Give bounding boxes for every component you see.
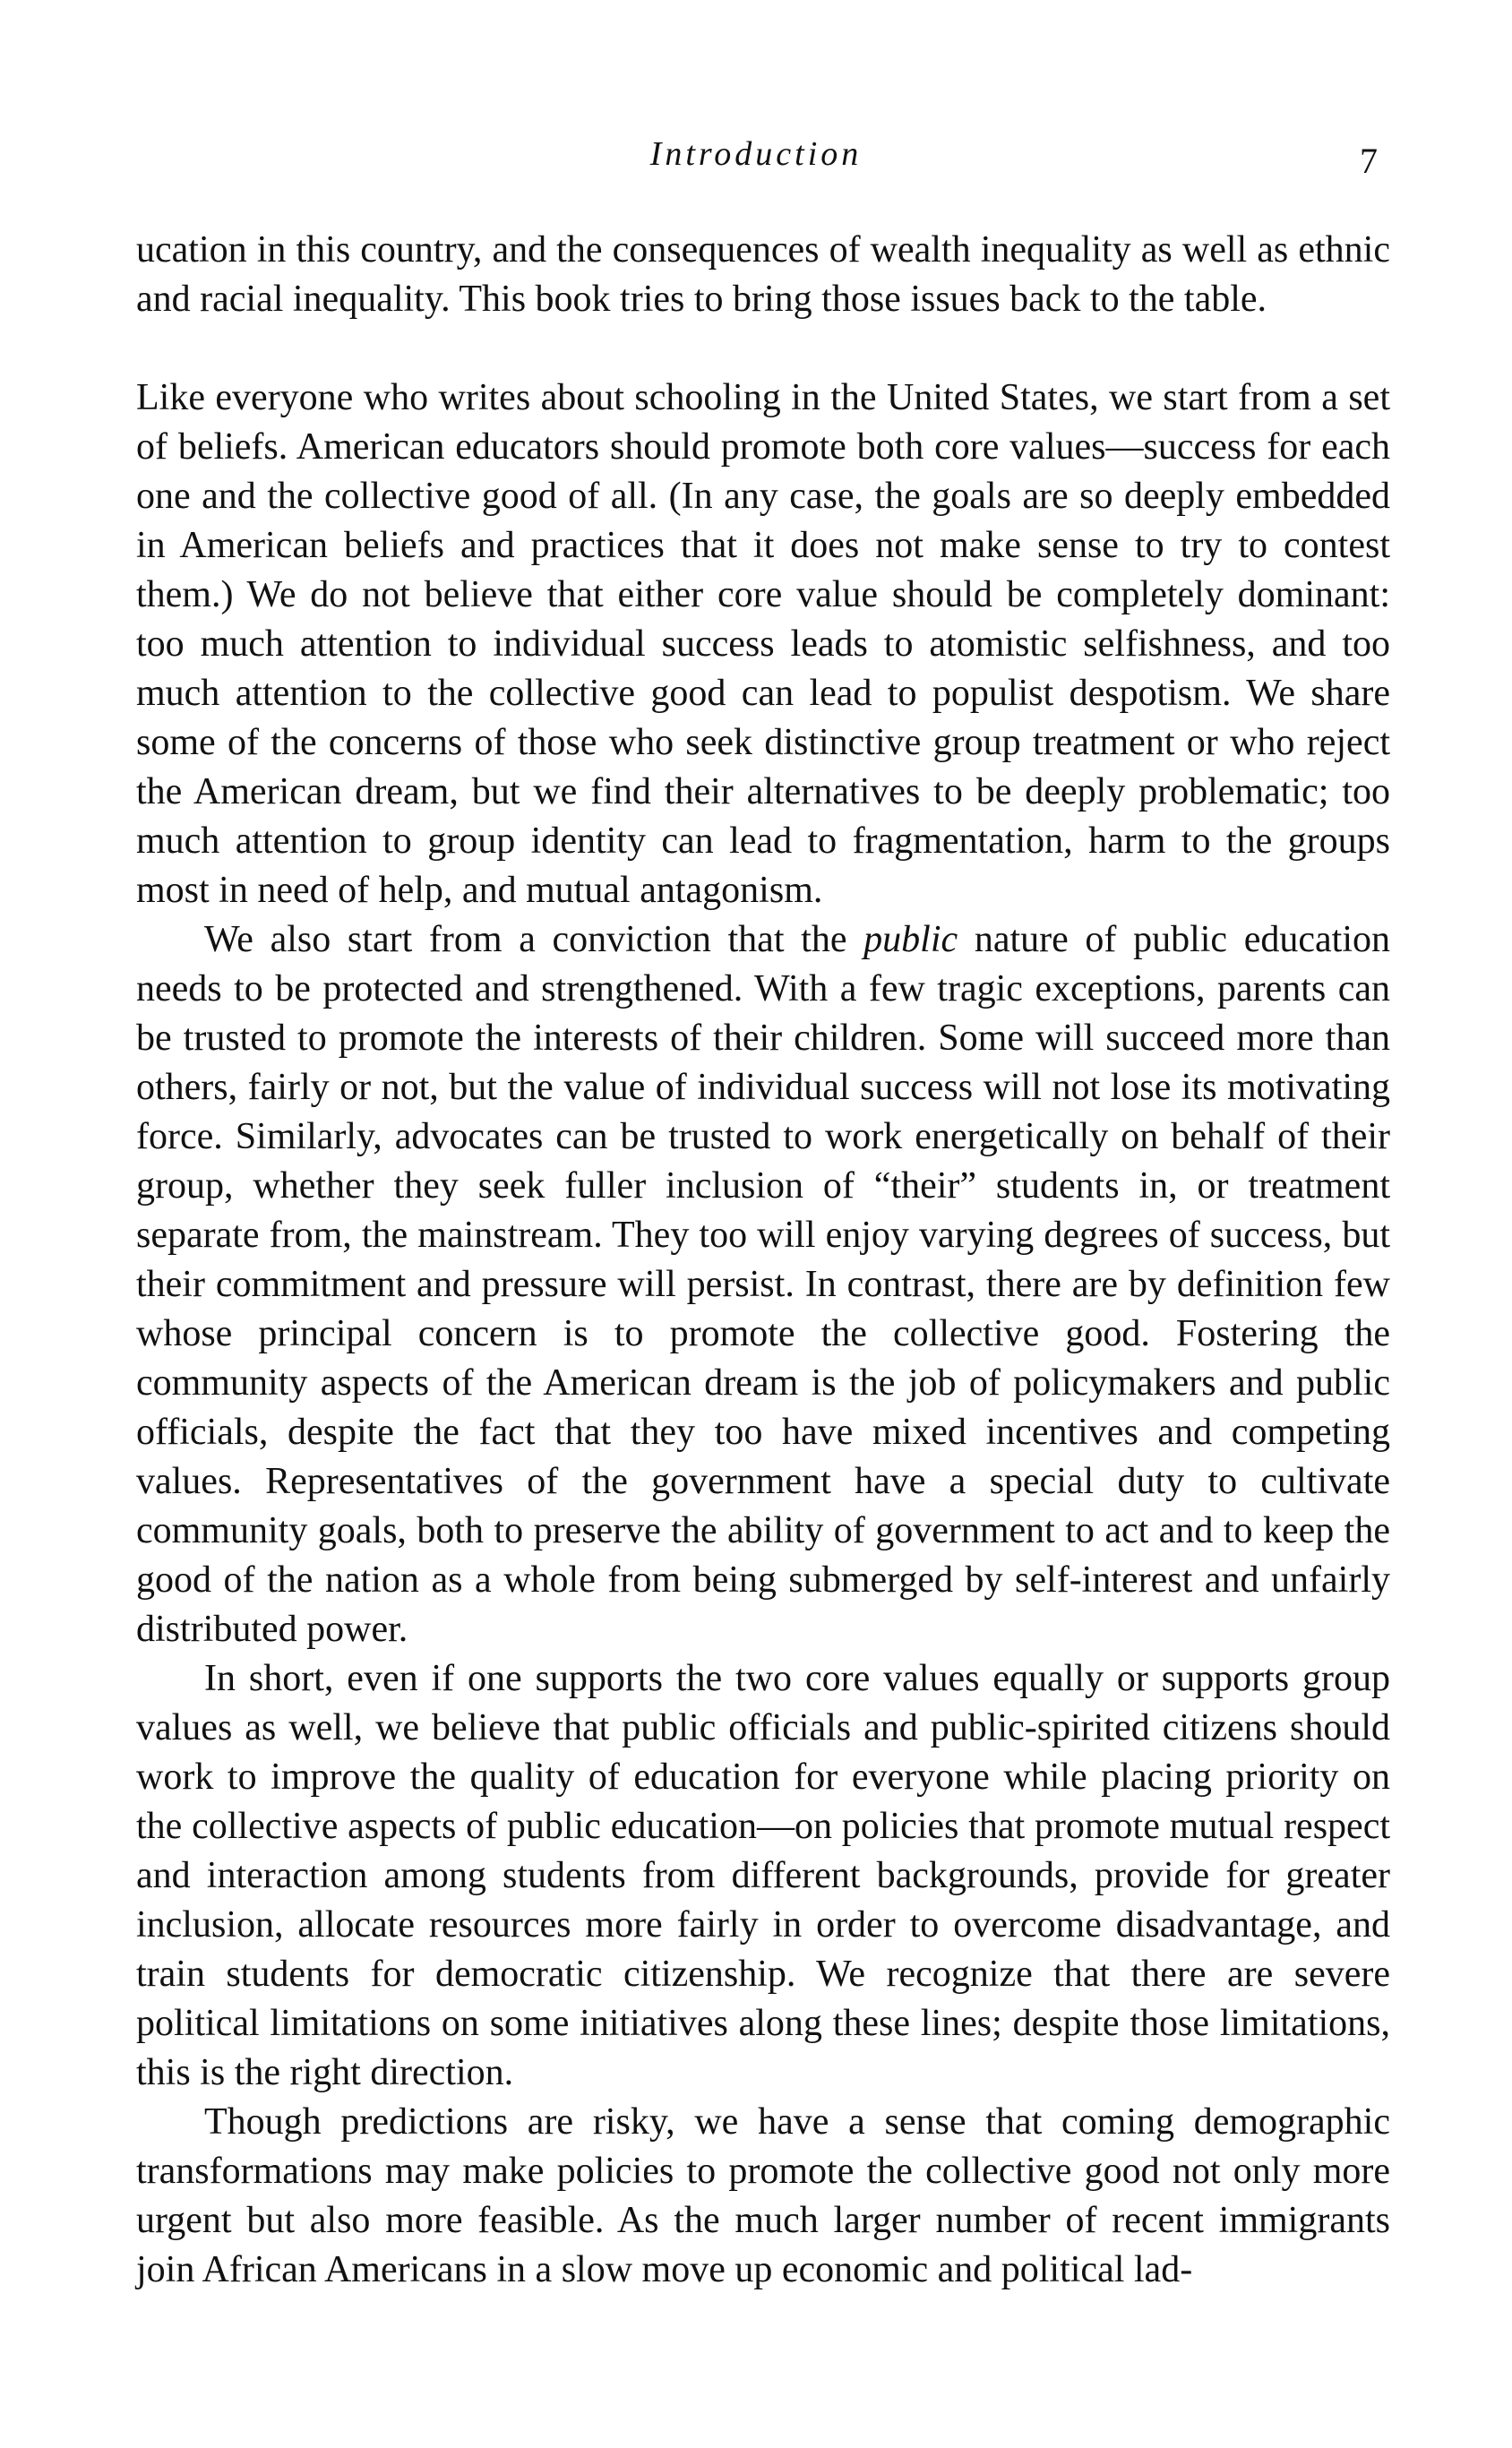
paragraph-4: In short, even if one supports the two core values equally or supports group values as well, we believe that public officials and public-spirited citizens should work to improve the quality of education for everyone while placing priority on the collective aspects of public education—on policies that promote mutual respect and interaction among students from different backgrounds, provide for greater inclusion, allocate resources more fairly in order to overcome disadvantage, and train students for democratic citizenship. We recognize that there are severe political limitations on some initiatives along these lines; despite those limitations, this is the right direction. bbox=[136, 1658, 1390, 2093]
page-number: 7 bbox=[1360, 141, 1378, 181]
paragraph-3-text-end: nature of public education needs to be protected and strengthened. With a few tragic exceptions, parents can be trusted to promote the interests of their children. Some will succeed more than others, fairly or not, but the value of individual success will not lose its motivating force. Similarly, advocates can be trusted to work energetically on behalf of their group, whether they seek fuller inclusion of “their” students in, or treatment separate from, the mainstream. They too will enjoy varying degrees of success, but their commitment and pressure will persist. In contrast, there are by definition few whose principal concern is to promote the collective good. Fostering the community aspects of the American dream is the job of policymakers and public officials, despite the fact that they too have mixed incentives and competing values. Representatives of the government have a special duty to cultivate community goals, both to preserve the ability of government to act and to keep the good of the nation as a whole from being submerged by self-interest and unfairly distributed power. bbox=[136, 919, 1391, 1650]
running-head bbox=[0, 134, 1512, 188]
paragraph-2: Like everyone who writes about schooling in the United States, we start from a set of beliefs. American educators should promote both core values—success for each one and the collective good of all. (In any case, the goals are so deeply embedded in American beliefs and practices that it does not make sense to try to contest them.) We do not believe that either core value should be completely dominant: too much attention to individual success leads to atomistic selfishness, and too much attention to the collective good can lead to populist despotism. We share some of the concerns of those who seek distinctive group treatment or who reject the American dream, but we find their alternatives to be deeply problematic; too much attention to group identity can lead to fragmentation, harm to the groups most in need of help, and mutual antagonism. bbox=[136, 377, 1390, 911]
running-title: Introduction bbox=[649, 135, 863, 173]
body-text bbox=[136, 226, 1390, 2295]
emphasized-word: public bbox=[863, 919, 958, 960]
paragraph-5: Though predictions are risky, we have a sense that coming demographic transformations may make policies to promote the collective good not only more urgent but also more feasible. As the much larger number of recent immigrants join African Americans in a slow move up economic and political lad- bbox=[136, 2101, 1390, 2290]
paragraph-1: ucation in this country, and the consequences of wealth inequality as well as ethnic and racial inequality. This book tries to bring those issues back to the table. bbox=[136, 229, 1390, 320]
paragraph-3 bbox=[136, 915, 1390, 1654]
paragraph-3-text-start: We also start from a conviction that the bbox=[204, 919, 864, 960]
